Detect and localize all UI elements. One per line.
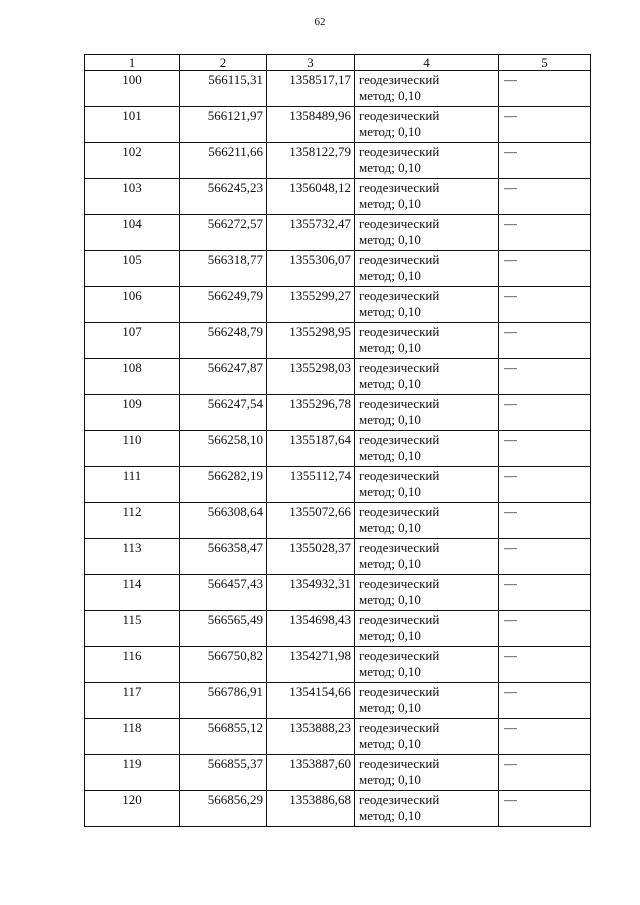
table-row xyxy=(85,359,591,395)
y-coordinate-cell: 1355028,37 xyxy=(267,539,355,575)
x-coordinate-cell: 566115,31 xyxy=(180,71,267,107)
extra-cell xyxy=(499,755,591,791)
method-accuracy: метод; 0,10 xyxy=(359,88,421,103)
dash-mark: — xyxy=(504,504,517,519)
dash-mark: — xyxy=(504,684,517,699)
method-cell xyxy=(355,611,499,647)
page-number: 62 xyxy=(314,16,326,28)
method-cell xyxy=(355,791,499,827)
method-name: геодезический xyxy=(359,468,440,483)
method-cell xyxy=(355,431,499,467)
method-name: геодезический xyxy=(359,108,440,123)
y-coordinate-cell: 1355072,66 xyxy=(267,503,355,539)
dash-mark: — xyxy=(504,288,517,303)
x-coordinate-cell: 566258,10 xyxy=(180,431,267,467)
point-number-cell: 110 xyxy=(85,431,180,467)
extra-cell xyxy=(499,575,591,611)
table-row xyxy=(85,755,591,791)
point-number-cell: 100 xyxy=(85,71,180,107)
extra-cell xyxy=(499,683,591,719)
method-cell xyxy=(355,755,499,791)
y-coordinate-cell: 1354271,98 xyxy=(267,647,355,683)
table-row xyxy=(85,215,591,251)
x-coordinate-cell: 566211,66 xyxy=(180,143,267,179)
y-coordinate-cell: 1355298,95 xyxy=(267,323,355,359)
point-number-cell: 113 xyxy=(85,539,180,575)
y-coordinate-cell: 1358517,17 xyxy=(267,71,355,107)
table-row xyxy=(85,431,591,467)
extra-cell xyxy=(499,143,591,179)
extra-cell xyxy=(499,503,591,539)
x-coordinate-cell: 566282,19 xyxy=(180,467,267,503)
y-coordinate-cell: 1353888,23 xyxy=(267,719,355,755)
method-cell xyxy=(355,359,499,395)
method-cell xyxy=(355,467,499,503)
column-header-1: 1 xyxy=(85,55,180,71)
x-coordinate-cell: 566121,97 xyxy=(180,107,267,143)
table-row xyxy=(85,323,591,359)
point-number-cell: 109 xyxy=(85,395,180,431)
method-name: геодезический xyxy=(359,288,440,303)
x-coordinate-cell: 566318,77 xyxy=(180,251,267,287)
table-row xyxy=(85,719,591,755)
table-row xyxy=(85,179,591,215)
y-coordinate-cell: 1354698,43 xyxy=(267,611,355,647)
point-number-cell: 118 xyxy=(85,719,180,755)
y-coordinate-cell: 1356048,12 xyxy=(267,179,355,215)
table-row xyxy=(85,683,591,719)
point-number-cell: 117 xyxy=(85,683,180,719)
method-accuracy: метод; 0,10 xyxy=(359,736,421,751)
column-header-4: 4 xyxy=(355,55,499,71)
extra-cell xyxy=(499,215,591,251)
x-coordinate-cell: 566245,23 xyxy=(180,179,267,215)
method-accuracy: метод; 0,10 xyxy=(359,700,421,715)
dash-mark: — xyxy=(504,360,517,375)
table-row xyxy=(85,287,591,323)
y-coordinate-cell: 1353887,60 xyxy=(267,755,355,791)
dash-mark: — xyxy=(504,648,517,663)
method-accuracy: метод; 0,10 xyxy=(359,124,421,139)
y-coordinate-cell: 1355299,27 xyxy=(267,287,355,323)
method-accuracy: метод; 0,10 xyxy=(359,628,421,643)
method-cell xyxy=(355,143,499,179)
y-coordinate-cell: 1354932,31 xyxy=(267,575,355,611)
dash-mark: — xyxy=(504,252,517,267)
point-number-cell: 105 xyxy=(85,251,180,287)
dash-mark: — xyxy=(504,468,517,483)
y-coordinate-cell: 1354154,66 xyxy=(267,683,355,719)
table-row xyxy=(85,539,591,575)
x-coordinate-cell: 566750,82 xyxy=(180,647,267,683)
x-coordinate-cell: 566248,79 xyxy=(180,323,267,359)
method-accuracy: метод; 0,10 xyxy=(359,520,421,535)
method-name: геодезический xyxy=(359,144,440,159)
coordinates-table xyxy=(84,54,591,827)
dash-mark: — xyxy=(504,72,517,87)
point-number-cell: 119 xyxy=(85,755,180,791)
point-number-cell: 111 xyxy=(85,467,180,503)
header-row xyxy=(85,55,591,71)
method-accuracy: метод; 0,10 xyxy=(359,484,421,499)
y-coordinate-cell: 1355296,78 xyxy=(267,395,355,431)
extra-cell xyxy=(499,71,591,107)
method-name: геодезический xyxy=(359,756,440,771)
point-number-cell: 102 xyxy=(85,143,180,179)
extra-cell xyxy=(499,467,591,503)
x-coordinate-cell: 566856,29 xyxy=(180,791,267,827)
x-coordinate-cell: 566565,49 xyxy=(180,611,267,647)
method-cell xyxy=(355,179,499,215)
y-coordinate-cell: 1355306,07 xyxy=(267,251,355,287)
method-name: геодезический xyxy=(359,540,440,555)
dash-mark: — xyxy=(504,576,517,591)
extra-cell xyxy=(499,719,591,755)
method-accuracy: метод; 0,10 xyxy=(359,340,421,355)
y-coordinate-cell: 1355732,47 xyxy=(267,215,355,251)
dash-mark: — xyxy=(504,216,517,231)
x-coordinate-cell: 566855,37 xyxy=(180,755,267,791)
dash-mark: — xyxy=(504,612,517,627)
x-coordinate-cell: 566786,91 xyxy=(180,683,267,719)
method-accuracy: метод; 0,10 xyxy=(359,160,421,175)
method-name: геодезический xyxy=(359,792,440,807)
point-number-cell: 106 xyxy=(85,287,180,323)
method-name: геодезический xyxy=(359,576,440,591)
method-accuracy: метод; 0,10 xyxy=(359,196,421,211)
table-row xyxy=(85,611,591,647)
point-number-cell: 112 xyxy=(85,503,180,539)
table-row xyxy=(85,647,591,683)
point-number-cell: 103 xyxy=(85,179,180,215)
y-coordinate-cell: 1355187,64 xyxy=(267,431,355,467)
column-header-2: 2 xyxy=(180,55,267,71)
dash-mark: — xyxy=(504,396,517,411)
method-cell xyxy=(355,503,499,539)
y-coordinate-cell: 1353886,68 xyxy=(267,791,355,827)
y-coordinate-cell: 1358489,96 xyxy=(267,107,355,143)
dash-mark: — xyxy=(504,756,517,771)
dash-mark: — xyxy=(504,432,517,447)
point-number-cell: 107 xyxy=(85,323,180,359)
method-cell xyxy=(355,719,499,755)
table-row xyxy=(85,575,591,611)
table-row xyxy=(85,251,591,287)
dash-mark: — xyxy=(504,720,517,735)
dash-mark: — xyxy=(504,180,517,195)
point-number-cell: 115 xyxy=(85,611,180,647)
method-accuracy: метод; 0,10 xyxy=(359,448,421,463)
point-number-cell: 114 xyxy=(85,575,180,611)
method-accuracy: метод; 0,10 xyxy=(359,664,421,679)
x-coordinate-cell: 566855,12 xyxy=(180,719,267,755)
method-cell xyxy=(355,287,499,323)
method-name: геодезический xyxy=(359,180,440,195)
dash-mark: — xyxy=(504,144,517,159)
method-cell xyxy=(355,647,499,683)
extra-cell xyxy=(499,323,591,359)
extra-cell xyxy=(499,179,591,215)
method-cell xyxy=(355,395,499,431)
method-accuracy: метод; 0,10 xyxy=(359,556,421,571)
method-name: геодезический xyxy=(359,684,440,699)
method-cell xyxy=(355,539,499,575)
method-cell xyxy=(355,575,499,611)
table-row xyxy=(85,143,591,179)
point-number-cell: 120 xyxy=(85,791,180,827)
method-name: геодезический xyxy=(359,720,440,735)
dash-mark: — xyxy=(504,792,517,807)
method-name: геодезический xyxy=(359,612,440,627)
method-accuracy: метод; 0,10 xyxy=(359,376,421,391)
table-row xyxy=(85,503,591,539)
method-accuracy: метод; 0,10 xyxy=(359,304,421,319)
x-coordinate-cell: 566358,47 xyxy=(180,539,267,575)
x-coordinate-cell: 566308,64 xyxy=(180,503,267,539)
dash-mark: — xyxy=(504,324,517,339)
method-name: геодезический xyxy=(359,72,440,87)
extra-cell xyxy=(499,251,591,287)
point-number-cell: 101 xyxy=(85,107,180,143)
method-name: геодезический xyxy=(359,252,440,267)
extra-cell xyxy=(499,287,591,323)
method-cell xyxy=(355,107,499,143)
point-number-cell: 116 xyxy=(85,647,180,683)
method-name: геодезический xyxy=(359,396,440,411)
method-cell xyxy=(355,71,499,107)
extra-cell xyxy=(499,539,591,575)
point-number-cell: 108 xyxy=(85,359,180,395)
method-name: геодезический xyxy=(359,324,440,339)
table-row xyxy=(85,791,591,827)
extra-cell xyxy=(499,107,591,143)
extra-cell xyxy=(499,431,591,467)
point-number-cell: 104 xyxy=(85,215,180,251)
extra-cell xyxy=(499,611,591,647)
x-coordinate-cell: 566249,79 xyxy=(180,287,267,323)
extra-cell xyxy=(499,395,591,431)
y-coordinate-cell: 1358122,79 xyxy=(267,143,355,179)
dash-mark: — xyxy=(504,540,517,555)
method-cell xyxy=(355,683,499,719)
method-cell xyxy=(355,215,499,251)
table-row xyxy=(85,71,591,107)
method-cell xyxy=(355,323,499,359)
method-accuracy: метод; 0,10 xyxy=(359,232,421,247)
method-accuracy: метод; 0,10 xyxy=(359,592,421,607)
method-name: геодезический xyxy=(359,216,440,231)
y-coordinate-cell: 1355112,74 xyxy=(267,467,355,503)
table-row xyxy=(85,107,591,143)
column-header-5: 5 xyxy=(499,55,591,71)
dash-mark: — xyxy=(504,108,517,123)
extra-cell xyxy=(499,791,591,827)
x-coordinate-cell: 566247,54 xyxy=(180,395,267,431)
method-name: геодезический xyxy=(359,432,440,447)
extra-cell xyxy=(499,647,591,683)
method-name: геодезический xyxy=(359,360,440,375)
x-coordinate-cell: 566247,87 xyxy=(180,359,267,395)
table-body xyxy=(85,71,591,827)
method-name: геодезический xyxy=(359,648,440,663)
table-row xyxy=(85,395,591,431)
x-coordinate-cell: 566272,57 xyxy=(180,215,267,251)
method-accuracy: метод; 0,10 xyxy=(359,808,421,823)
method-cell xyxy=(355,251,499,287)
table-row xyxy=(85,467,591,503)
method-accuracy: метод; 0,10 xyxy=(359,412,421,427)
method-accuracy: метод; 0,10 xyxy=(359,268,421,283)
x-coordinate-cell: 566457,43 xyxy=(180,575,267,611)
y-coordinate-cell: 1355298,03 xyxy=(267,359,355,395)
method-accuracy: метод; 0,10 xyxy=(359,772,421,787)
table-header xyxy=(85,55,591,71)
column-header-3: 3 xyxy=(267,55,355,71)
extra-cell xyxy=(499,359,591,395)
method-name: геодезический xyxy=(359,504,440,519)
